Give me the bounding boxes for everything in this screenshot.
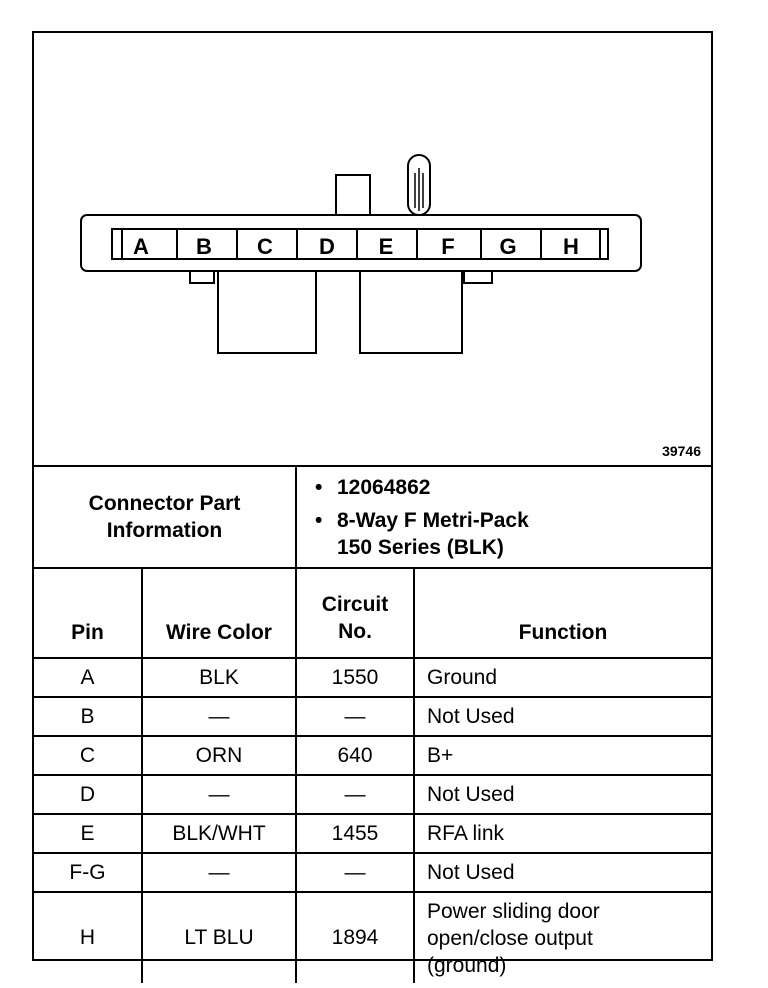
cell-circuit: —: [296, 853, 414, 892]
part-info-label: Connector Part Information: [88, 492, 241, 542]
pin-label-d: D: [319, 234, 335, 259]
cell-wire-color: BLK: [142, 658, 296, 697]
pinout-table: [34, 467, 711, 983]
cell-function: Ground: [414, 658, 711, 697]
cell-wire-color: —: [142, 853, 296, 892]
cell-circuit: —: [296, 697, 414, 736]
pin-label-b: B: [196, 234, 212, 259]
cell-pin: F-G: [34, 853, 142, 892]
header-pin: Pin: [34, 568, 142, 658]
cell-circuit: 640: [296, 736, 414, 775]
table-row: [34, 814, 711, 853]
cell-function: B+: [414, 736, 711, 775]
pin-label-e: E: [378, 234, 394, 259]
table-row: [34, 892, 711, 983]
part-number: • 12064862: [337, 474, 701, 501]
table-header: [34, 568, 711, 658]
cell-circuit: 1455: [296, 814, 414, 853]
cell-circuit: 1894: [296, 892, 414, 983]
header-circuit: Circuit No.: [296, 568, 414, 658]
cell-wire-color: LT BLU: [142, 892, 296, 983]
cell-function: Not Used: [414, 853, 711, 892]
table-row: [34, 697, 711, 736]
cell-circuit: —: [296, 775, 414, 814]
cell-wire-color: —: [142, 775, 296, 814]
pin-label-h: H: [563, 234, 579, 259]
pin-label-g: G: [499, 234, 517, 259]
cell-pin: C: [34, 736, 142, 775]
cell-pin: D: [34, 775, 142, 814]
header-function: Function: [414, 568, 711, 658]
connector-drawing: [34, 33, 711, 465]
part-description-line1: • 8-Way F Metri-Pack: [337, 508, 529, 532]
part-description-line2: 150 Series (BLK): [337, 535, 504, 559]
table-row: [34, 736, 711, 775]
cell-pin: E: [34, 814, 142, 853]
pin-label-a: A: [133, 234, 149, 259]
cell-pin: H: [34, 892, 142, 983]
connector-figure: [32, 31, 713, 977]
pin-label-c: C: [257, 234, 273, 259]
part-info-row: [34, 467, 711, 568]
cell-wire-color: —: [142, 697, 296, 736]
pin-row: [112, 229, 608, 259]
table-row: [34, 853, 711, 892]
cell-wire-color: ORN: [142, 736, 296, 775]
cell-wire-color: BLK/WHT: [142, 814, 296, 853]
cell-function: Not Used: [414, 775, 711, 814]
header-wire-color: Wire Color: [142, 568, 296, 658]
connector-diagram: [34, 33, 711, 467]
cell-circuit: 1550: [296, 658, 414, 697]
cell-function: Not Used: [414, 697, 711, 736]
part-info-list: [307, 468, 701, 567]
lower-housing-left: [218, 271, 316, 353]
cell-pin: A: [34, 658, 142, 697]
table-row: [34, 775, 711, 814]
lower-housing-right: [360, 271, 462, 353]
cell-pin: B: [34, 697, 142, 736]
table-row: [34, 658, 711, 697]
figure-number: 39746: [662, 443, 701, 459]
top-latch: [336, 175, 370, 215]
part-description: [337, 507, 701, 561]
cell-function: RFA link: [414, 814, 711, 853]
cell-function: Power sliding door open/close output (ground): [414, 892, 711, 983]
pin-label-f: F: [441, 234, 455, 259]
